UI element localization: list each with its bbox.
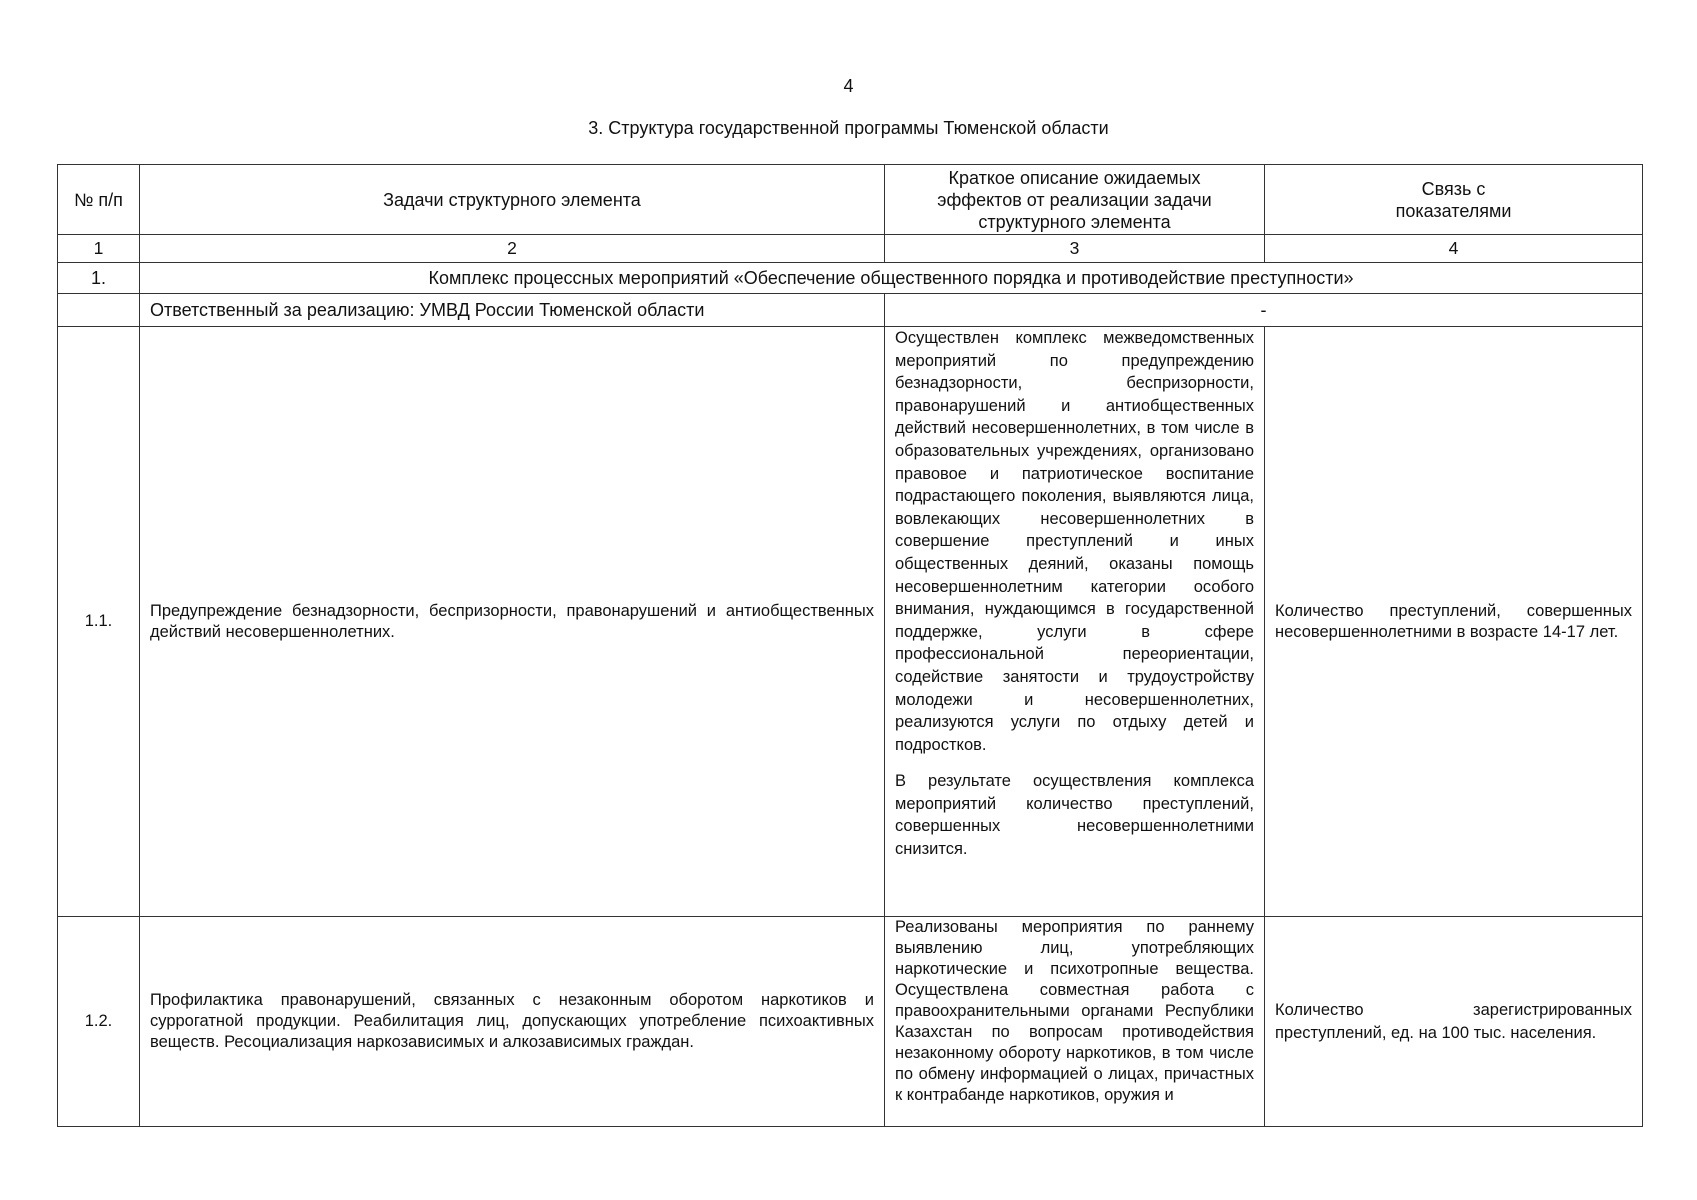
row-effects bbox=[885, 917, 1265, 1127]
col-number-4: 4 bbox=[1265, 235, 1643, 263]
header-tasks: Задачи структурного элемента bbox=[140, 165, 885, 235]
complex-title: Комплекс процессных мероприятий «Обеспечение общественного порядка и противодействие преступности» bbox=[140, 263, 1643, 294]
col-number-3: 3 bbox=[885, 235, 1265, 263]
row-effects-paragraph: Осуществлен комплекс межведомственных мероприятий по предупреждению безнадзорности, беспризорности, правонарушений и антиобщественных действий несовершеннолетних, в том числе в образовательных учреждениях, организовано правовое и патриотическое воспитание подрастающего поколения, выявляются лица, вовлекающих несовершеннолетних в совершение преступлений и иных общественных деяний, оказаны помощь несовершеннолетним категории особого внимания, нуждающимся в государственной поддержке, услуги в сфере профессиональной переориентации, содействие занятости и трудоустройству молодежи и несовершеннолетних, реализуются услуги по отдыху детей и подростков. bbox=[895, 329, 1254, 754]
row-task: Профилактика правонарушений, связанных с незаконным оборотом наркотиков и суррогатной продукции. Реабилитация лиц, допускающих употребление психоактивных веществ. Ресоциализация наркозависимых и алкозависимых граждан. bbox=[140, 917, 885, 1127]
row-indicator: Количество преступлений, совершенных несовершеннолетними в возрасте 14-17 лет. bbox=[1265, 327, 1643, 917]
complex-num: 1. bbox=[58, 263, 140, 294]
page-number: 4 bbox=[843, 76, 854, 96]
complex-row bbox=[58, 263, 1643, 294]
responsible-link: - bbox=[885, 294, 1643, 327]
row-indicator: Количество зарегистрированных преступлений, ед. на 100 тыс. населения. bbox=[1265, 917, 1643, 1127]
header-indicators: Связь с показателями bbox=[1265, 165, 1643, 235]
header-num: № п/п bbox=[58, 165, 140, 235]
section-title: 3. Структура государственной программы Тюменской области bbox=[588, 118, 1109, 138]
header-row bbox=[58, 165, 1643, 235]
col-number-1: 1 bbox=[58, 235, 140, 263]
responsible-num bbox=[58, 294, 140, 327]
row-task: Предупреждение безнадзорности, беспризорности, правонарушений и антиобщественных действий несовершеннолетних. bbox=[140, 327, 885, 917]
row-effects bbox=[885, 327, 1265, 917]
table-row bbox=[58, 327, 1643, 917]
responsible-row bbox=[58, 294, 1643, 327]
column-number-row bbox=[58, 235, 1643, 263]
row-num: 1.2. bbox=[58, 917, 140, 1127]
header-effects: Краткое описание ожидаемых эффектов от реализации задачи структурного элемента bbox=[885, 165, 1265, 235]
table-row bbox=[58, 917, 1643, 1127]
row-num: 1.1. bbox=[58, 327, 140, 917]
program-structure-table bbox=[57, 164, 1643, 1127]
row-effects-result: В результате осуществления комплекса мероприятий количество преступлений, совершенных несовершеннолетними снизится. bbox=[895, 772, 1254, 859]
responsible-label: Ответственный за реализацию: УМВД России Тюменской области bbox=[140, 294, 885, 327]
row-effects-paragraph: Реализованы мероприятия по раннему выявлению лиц, употребляющих наркотические и психотропные вещества. Осуществлена совместная работа с правоохранительными органами Республики Казахстан по вопросам противодействия незаконному обороту наркотиков, в том числе по обмену информацией о лицах, причастных к контрабанде наркотиков, оружия и bbox=[895, 918, 1254, 1104]
col-number-2: 2 bbox=[140, 235, 885, 263]
